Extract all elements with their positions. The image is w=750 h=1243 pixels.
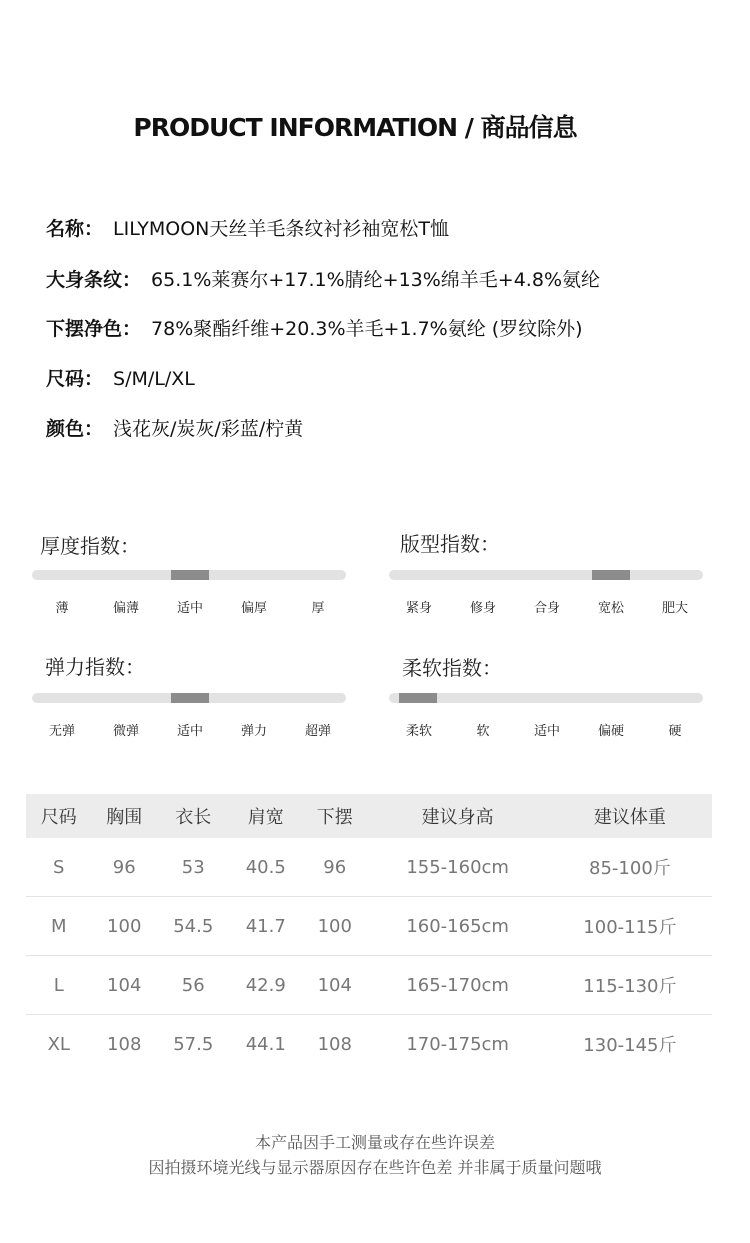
thickness-index-track <box>32 570 346 580</box>
softness-index-title: 柔软指数： <box>402 656 502 680</box>
cell-shoulder: 44.1 <box>245 1033 286 1055</box>
cell-chest: 100 <box>91 897 156 956</box>
elasticity-index-tick-label: 超弹 <box>304 724 331 739</box>
cell-hem: 100 <box>302 897 367 956</box>
info-row-hem-fabric <box>46 314 583 341</box>
fit-index-tick-label: 紧身 <box>405 601 432 616</box>
thickness-index-tick-label: 偏薄 <box>112 601 139 616</box>
table-row <box>26 956 712 1015</box>
elasticity-index-tick-label: 微弹 <box>112 724 139 739</box>
cell-length: 56 <box>157 956 230 1015</box>
thickness-index-tick-label: 厚 <box>311 601 325 616</box>
header-weight: 建议体重 <box>548 794 712 838</box>
header-length: 衣长 <box>157 794 230 838</box>
elasticity-index-tick-label: 无弹 <box>48 724 75 739</box>
table-row <box>26 897 712 956</box>
size-table-header-row <box>26 794 712 838</box>
fit-index-marker <box>592 570 630 580</box>
cell-length: 54.5 <box>157 897 230 956</box>
color-difference-note: 因拍摄环境光线与显示器原因存在些许色差 并非属于质量问题哦 <box>148 1158 602 1177</box>
info-key: 尺码： <box>46 368 104 390</box>
thickness-index-marker <box>171 570 209 580</box>
cell-height: 165-170cm <box>367 956 547 1015</box>
cell-hem: 96 <box>302 838 367 897</box>
info-key: 下摆净色： <box>46 318 142 340</box>
info-key: 大身条纹： <box>46 269 142 291</box>
cell-height: 160-165cm <box>367 897 547 956</box>
fit-index-tick-label: 宽松 <box>597 601 624 616</box>
cell-shoulder: 42.9 <box>229 956 302 1015</box>
fit-index-tick-label: 肥大 <box>661 601 688 616</box>
header-size: 尺码 <box>26 794 91 838</box>
size-table <box>26 794 712 1073</box>
softness-index-track <box>389 693 703 703</box>
softness-index-tick-label: 软 <box>476 724 490 739</box>
softness-index-tick-label: 偏硬 <box>597 724 624 739</box>
info-value: 65.1%莱赛尔+17.1%腈纶+13%绵羊毛+4.8%氨纶 <box>151 269 600 291</box>
info-key: 名称： <box>46 218 104 240</box>
fit-index-track <box>389 570 703 580</box>
elasticity-index-marker <box>171 693 209 703</box>
cell-size: M <box>26 897 91 956</box>
header-hem: 下摆 <box>302 794 367 838</box>
thickness-index-tick-label: 薄 <box>55 601 69 616</box>
thickness-index-title: 厚度指数： <box>40 534 140 558</box>
cell-height: 155-160cm <box>367 838 547 897</box>
cell-size: XL <box>47 1033 70 1055</box>
cell-size: L <box>26 956 91 1015</box>
cell-weight: 85-100斤 <box>548 838 712 897</box>
header-height: 建议身高 <box>367 794 547 838</box>
elasticity-index-tick-label: 适中 <box>176 724 203 739</box>
table-row <box>26 838 712 897</box>
page-title: PRODUCT INFORMATION / 商品信息 <box>133 113 577 142</box>
measurement-note: 本产品因手工测量或存在些许误差 <box>254 1133 495 1152</box>
elasticity-index-tick-label: 弹力 <box>240 724 267 739</box>
cell-shoulder: 40.5 <box>229 838 302 897</box>
info-value: 78%聚酯纤维+20.3%羊毛+1.7%氨纶 (罗纹除外) <box>151 318 583 340</box>
softness-index-marker <box>399 693 437 703</box>
fit-index-title: 版型指数： <box>400 532 500 556</box>
cell-length: 53 <box>157 838 230 897</box>
info-row-sizes <box>46 364 195 391</box>
info-row-body-fabric <box>46 265 600 292</box>
info-row-colors <box>46 414 303 441</box>
cell-height: 170-175cm <box>406 1033 509 1055</box>
softness-index-tick-label: 硬 <box>668 724 682 739</box>
cell-chest: 104 <box>91 956 156 1015</box>
cell-hem: 108 <box>317 1033 352 1055</box>
fit-index-tick-label: 合身 <box>533 601 560 616</box>
cell-length: 57.5 <box>173 1033 214 1055</box>
cell-hem: 104 <box>302 956 367 1015</box>
cell-shoulder: 41.7 <box>229 897 302 956</box>
info-value: 浅花灰/炭灰/彩蓝/柠黄 <box>113 418 304 440</box>
fit-index-tick-label: 修身 <box>469 601 496 616</box>
table-row <box>26 1015 712 1074</box>
thickness-index-tick-label: 偏厚 <box>240 601 267 616</box>
cell-chest: 96 <box>91 838 156 897</box>
info-value: LILYMOON天丝羊毛条纹衬衫袖宽松T恤 <box>113 218 449 240</box>
cell-weight: 115-130斤 <box>548 956 712 1015</box>
info-value: S/M/L/XL <box>113 368 195 390</box>
softness-index-tick-label: 适中 <box>533 724 560 739</box>
elasticity-index-title: 弹力指数： <box>45 655 145 679</box>
softness-index-tick-label: 柔软 <box>405 724 432 739</box>
header-chest: 胸围 <box>91 794 156 838</box>
cell-size: S <box>26 838 91 897</box>
cell-chest: 108 <box>107 1033 142 1055</box>
header-shoulder: 肩宽 <box>229 794 302 838</box>
info-key: 颜色： <box>46 418 104 440</box>
cell-weight: 100-115斤 <box>548 897 712 956</box>
cell-weight: 130-145斤 <box>583 1035 677 1056</box>
elasticity-index-track <box>32 693 346 703</box>
thickness-index-tick-label: 适中 <box>176 601 203 616</box>
info-row-name <box>46 214 449 241</box>
